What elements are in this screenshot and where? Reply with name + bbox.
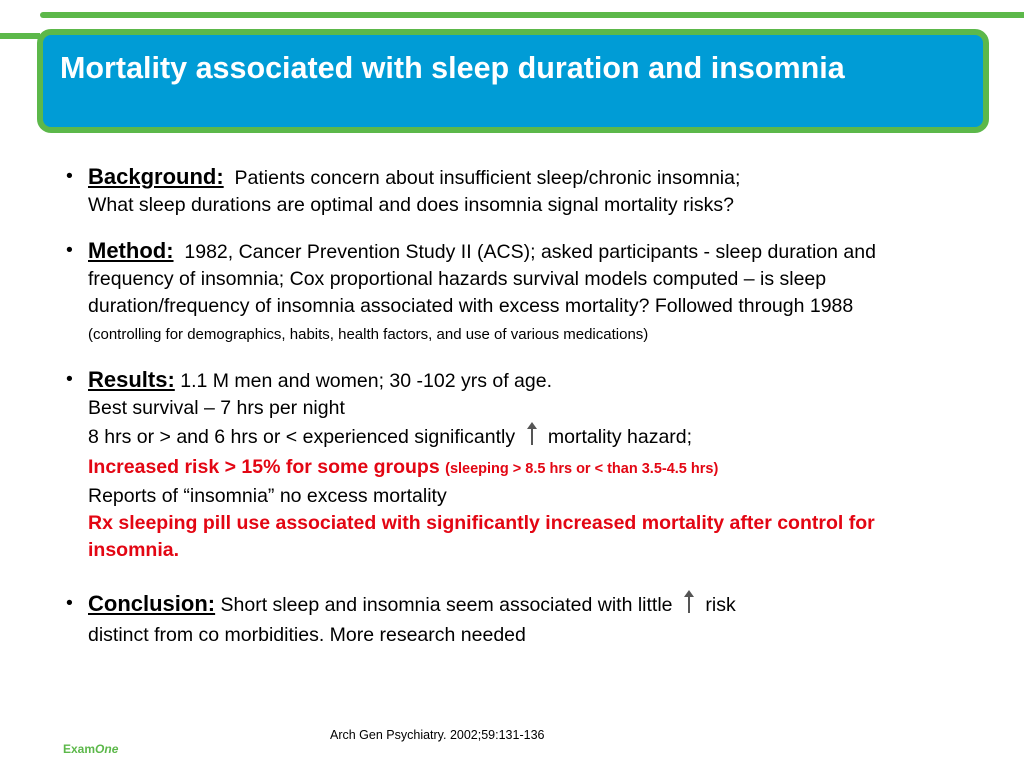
- bullet-marker: •: [66, 165, 73, 187]
- slide-title: Mortality associated with sleep duration and insomnia: [60, 51, 845, 85]
- conclusion-line2: distinct from co morbidities. More research needed: [88, 624, 526, 646]
- conclusion-heading: Conclusion:: [88, 591, 216, 617]
- bullet-marker: •: [66, 239, 73, 261]
- results-text: 1.1 M men and women; 30 -102 yrs of age.: [180, 370, 553, 392]
- background-text: Patients concern about insufficient sleep/chronic insomnia;: [234, 167, 741, 189]
- background-line2: What sleep durations are optimal and does insomnia signal mortality risks?: [88, 194, 734, 216]
- bullet-results: [66, 366, 916, 564]
- results-heading: Results:: [88, 367, 175, 392]
- conclusion-text-pre: Short sleep and insomnia seem associated with little: [220, 594, 673, 617]
- up-arrow-icon: [527, 422, 537, 454]
- results-line2: Best survival – 7 hrs per night: [88, 397, 345, 419]
- left-accent-line: [0, 33, 40, 39]
- results-red-note: (sleeping > 8.5 hrs or < than 3.5-4.5 hrs): [445, 461, 719, 477]
- slide-content: [66, 163, 916, 667]
- bullet-conclusion: [66, 590, 916, 649]
- bullet-marker: •: [66, 368, 73, 390]
- method-text: 1982, Cancer Prevention Study II (ACS); asked participants - sleep duration and frequency of insomnia; Cox proportional hazards survival models computed – is sleep duration/frequency of insomnia associated with excess mortality? Followed through 1988: [88, 241, 876, 317]
- top-accent-line: [40, 12, 1024, 18]
- examone-logo: [63, 742, 118, 756]
- conclusion-text-post: risk: [705, 594, 736, 617]
- method-note: (controlling for demographics, habits, health factors, and use of various medications): [88, 326, 649, 343]
- logo-part2: One: [95, 742, 119, 756]
- method-heading: Method:: [88, 238, 174, 263]
- citation: Arch Gen Psychiatry. 2002;59:131-136: [330, 728, 545, 742]
- results-red-pill: Rx sleeping pill use associated with significantly increased mortality after control for insomnia.: [88, 512, 875, 561]
- logo-part1: Exam: [63, 742, 96, 756]
- bullet-background: [66, 163, 916, 219]
- title-banner: [37, 29, 989, 133]
- results-line3-pre: 8 hrs or > and 6 hrs or < experienced significantly: [88, 426, 516, 449]
- results-red-claim: Increased risk > 15% for some groups: [88, 456, 440, 478]
- bullet-marker: •: [66, 592, 73, 614]
- background-heading: Background:: [88, 164, 224, 189]
- results-line3-post: mortality hazard;: [547, 426, 693, 449]
- results-line5: Reports of “insomnia” no excess mortality: [88, 485, 447, 507]
- up-arrow-icon: [684, 590, 694, 622]
- bullet-method: [66, 237, 916, 348]
